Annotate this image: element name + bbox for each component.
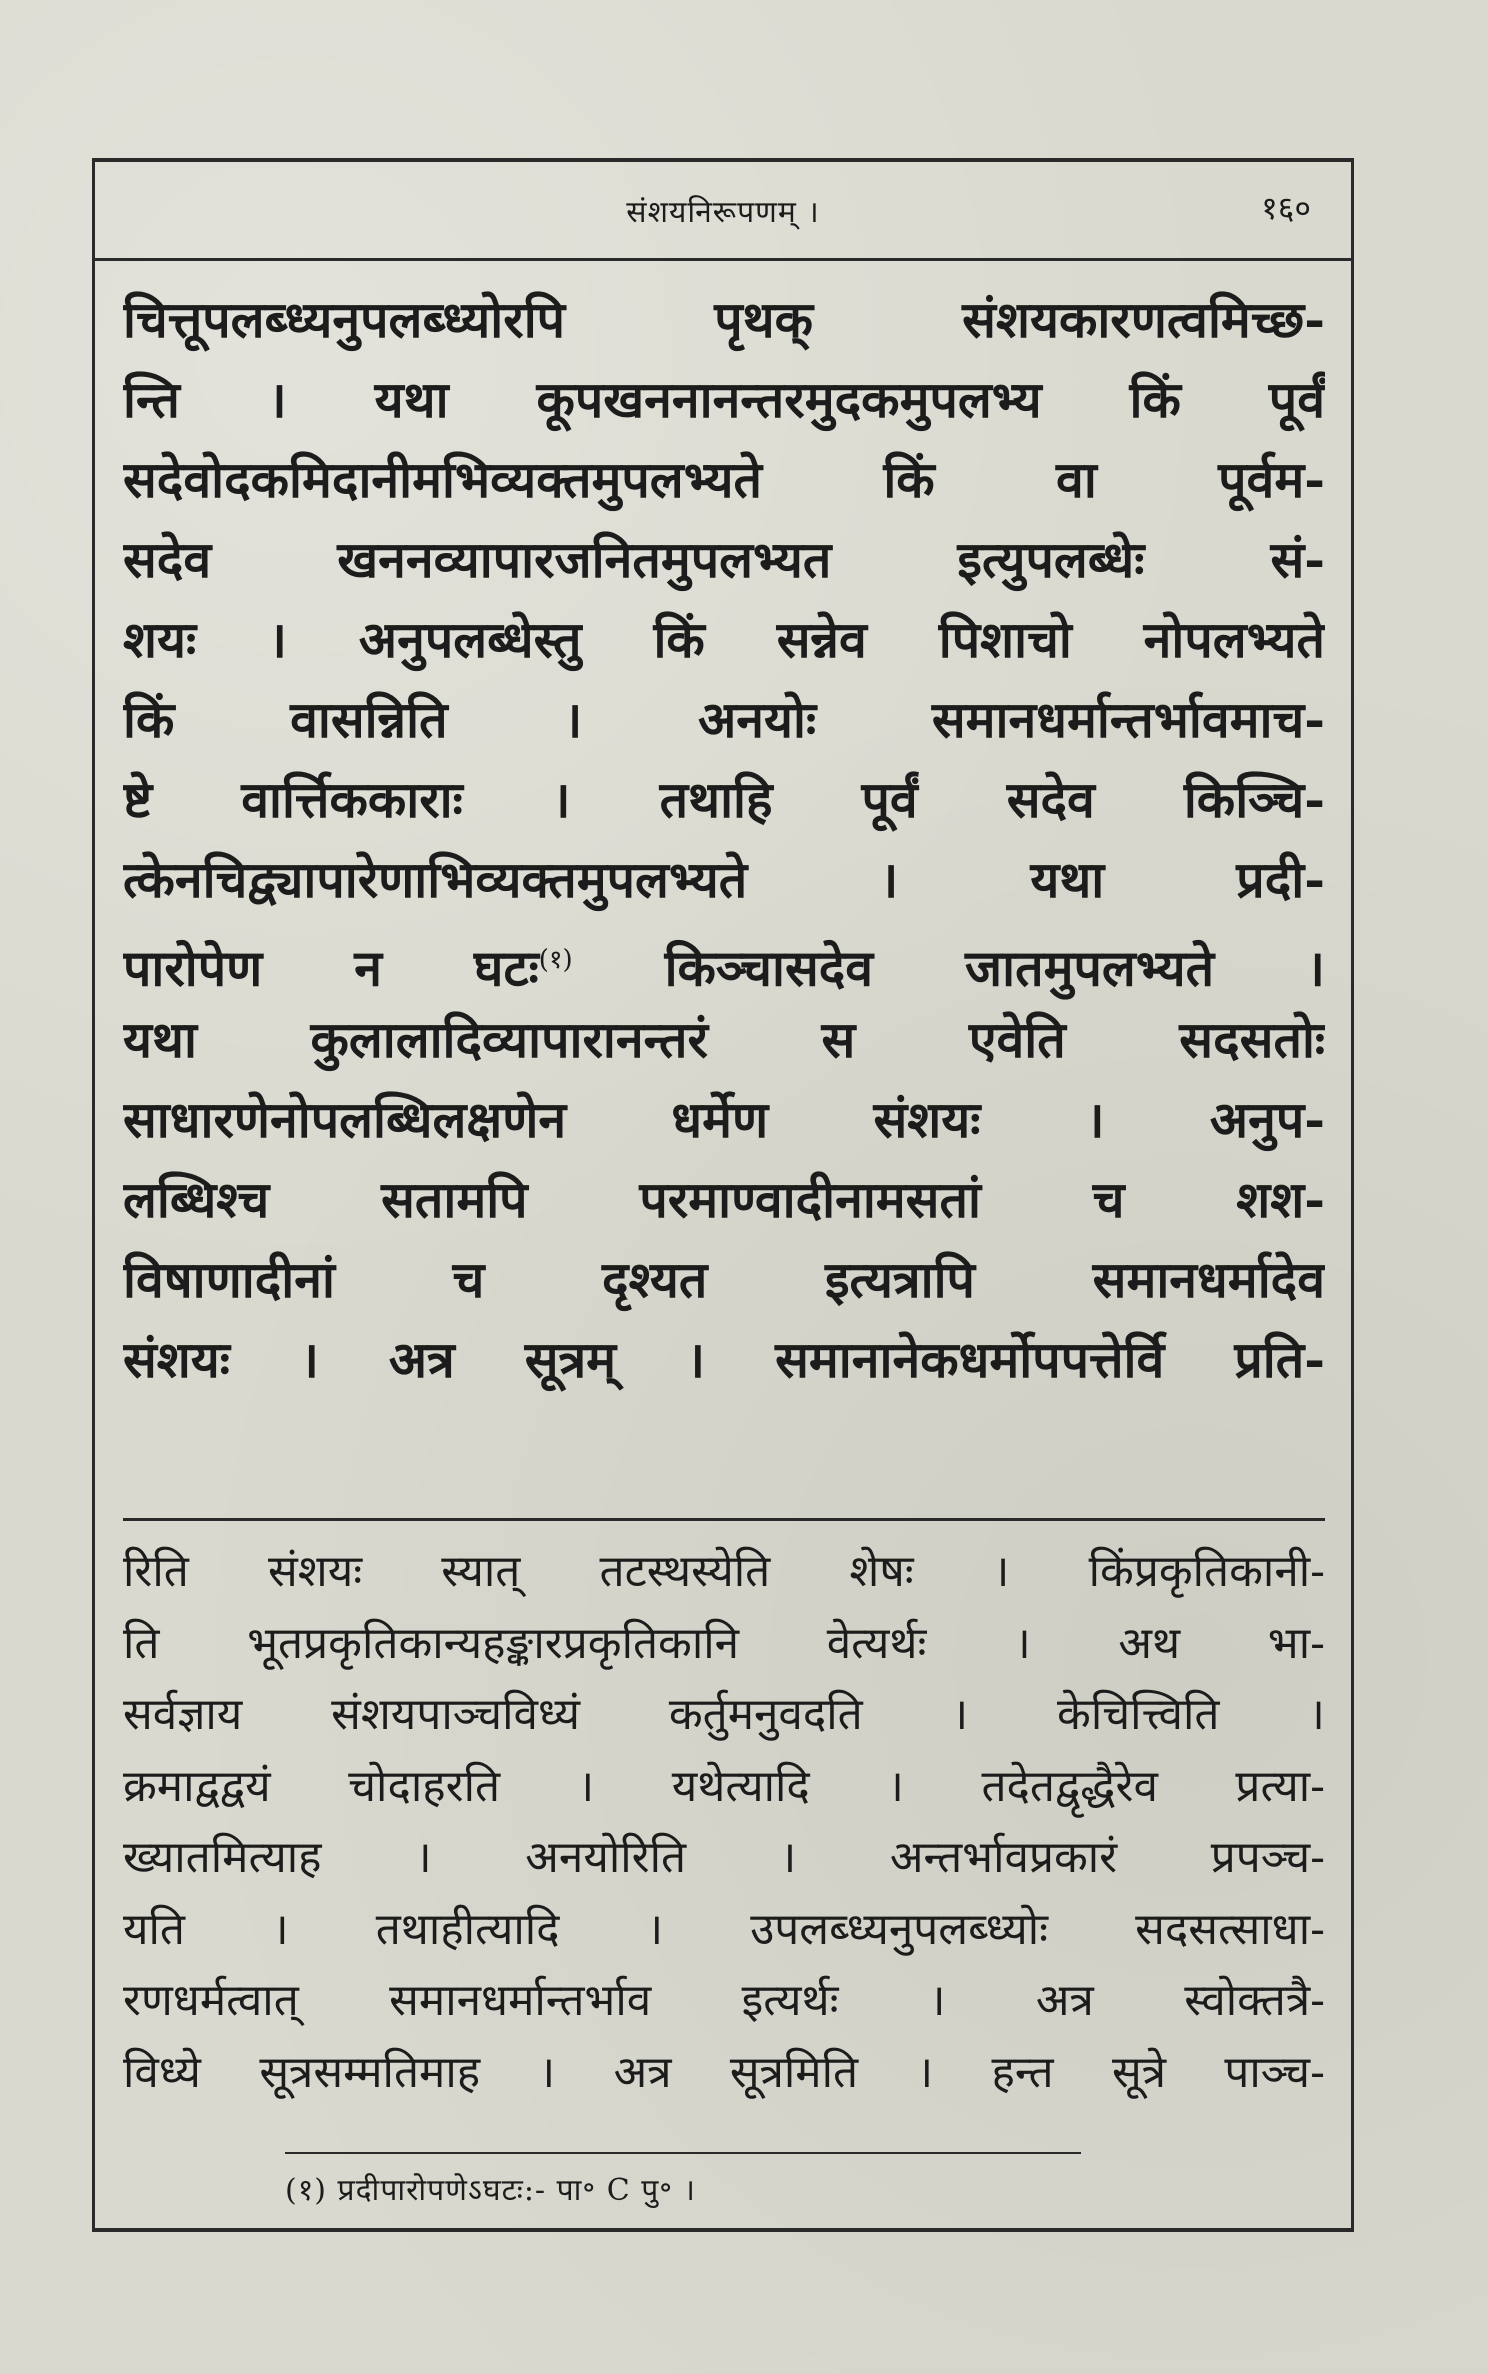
commentary-line: ख्यातमित्याह । अनयोरिति । अन्तर्भावप्रकारं प्रपञ्च- <box>123 1832 1325 1883</box>
commentary-line: विध्ये सूत्रसम्मतिमाह । अत्र सूत्रमिति । हन्त सूत्रे पाञ्च- <box>123 2046 1325 2098</box>
main-text-line: ष्टे वार्त्तिककाराः । तथाहि पूर्वं सदेव किञ्चि- <box>123 770 1325 829</box>
main-text-line: त्केनचिद्व्यापारेणाभिव्यक्तमुपलभ्यते । यथा प्रदी- <box>123 850 1325 909</box>
commentary-divider <box>123 1518 1325 1521</box>
commentary-line: सर्वज्ञाय संशयपाञ्चविध्यं कर्तुमनुवदति । केचित्त्विति । <box>123 1689 1325 1740</box>
main-text-line: संशयः । अत्र सूत्रम् । समानानेकधर्मोपपत्तेर्वि प्रति- <box>123 1330 1325 1389</box>
main-text-line: साधारणेनोपलब्धिलक्षणेन धर्मेण संशयः । अनुप- <box>123 1090 1325 1149</box>
main-text-line: शयः । अनुपलब्धेस्तु किं सन्नेव पिशाचो नोपलभ्यते <box>123 610 1325 669</box>
footnote: (१) प्रदीपारोपणेऽघटः:- पा॰ C पु॰ । <box>285 2173 696 2208</box>
main-text-line: लब्धिश्च सतामपि परमाण्वादीनामसतां च शश- <box>123 1170 1325 1229</box>
main-text-line: न्ति । यथा कूपखननानन्तरमुदकमुपलभ्य किं पूर्वं <box>123 370 1325 429</box>
footnote-marker: (१) <box>538 945 573 975</box>
commentary-line: रिति संशयः स्यात् तटस्थस्येति शेषः । किंप्रकृतिकानी- <box>123 1546 1325 1597</box>
running-title: संशयनिरूपणम् । <box>626 195 820 230</box>
header-rule <box>95 258 1351 261</box>
footnote-rule <box>285 2152 1081 2154</box>
commentary-line: ति भूतप्रकृतिकान्यहङ्कारप्रकृतिकानि वेत्यर्थः । अथ भा- <box>123 1617 1325 1669</box>
commentary-line: यति । तथाहीत्यादि । उपलब्ध्यनुपलब्ध्योः सदसत्साधा- <box>123 1903 1325 1955</box>
commentary-line: क्रमाद्वद्वयं चोदाहरति । यथेत्यादि । तदेतद्वृद्धैरेव प्रत्या- <box>123 1760 1325 1812</box>
main-text-fragment: किञ्चासदेव जातमुपलभ्यते । <box>664 938 1325 998</box>
main-text-line: किं वासन्निति । अनयोः समानधर्मान्तर्भावमाच- <box>123 690 1325 749</box>
commentary-line: रणधर्मत्वात् समानधर्मान्तर्भाव इत्यर्थः । अत्र स्वोक्तत्रै- <box>123 1975 1325 2026</box>
main-text-line: सदेवोदकमिदानीमभिव्यक्तमुपलभ्यते किं वा पूर्वम- <box>123 450 1325 509</box>
main-text-line: चित्तूपलब्ध्यनुपलब्ध्योरपि पृथक् संशयकारणत्वमिच्छ- <box>123 290 1325 349</box>
main-text-line: यथा कुलालादिव्यापारानन्तरं स एवेति सदसतोः <box>123 1010 1325 1069</box>
page-header <box>95 162 1351 260</box>
main-text-line: विषाणादीनां च दृश्यत इत्यत्रापि समानधर्मादेव <box>123 1250 1325 1309</box>
main-text-block <box>123 280 1325 1400</box>
page-number: १६० <box>1261 189 1311 227</box>
main-text-line-with-note <box>123 920 1325 1000</box>
main-text-fragment: पारोपेण न घटः <box>123 938 539 998</box>
main-text-line: सदेव खननव्यापारजनितमुपलभ्यत इत्युपलब्धेः सं- <box>123 530 1325 589</box>
page-frame <box>92 158 1354 2232</box>
commentary-block <box>123 1536 1325 2108</box>
